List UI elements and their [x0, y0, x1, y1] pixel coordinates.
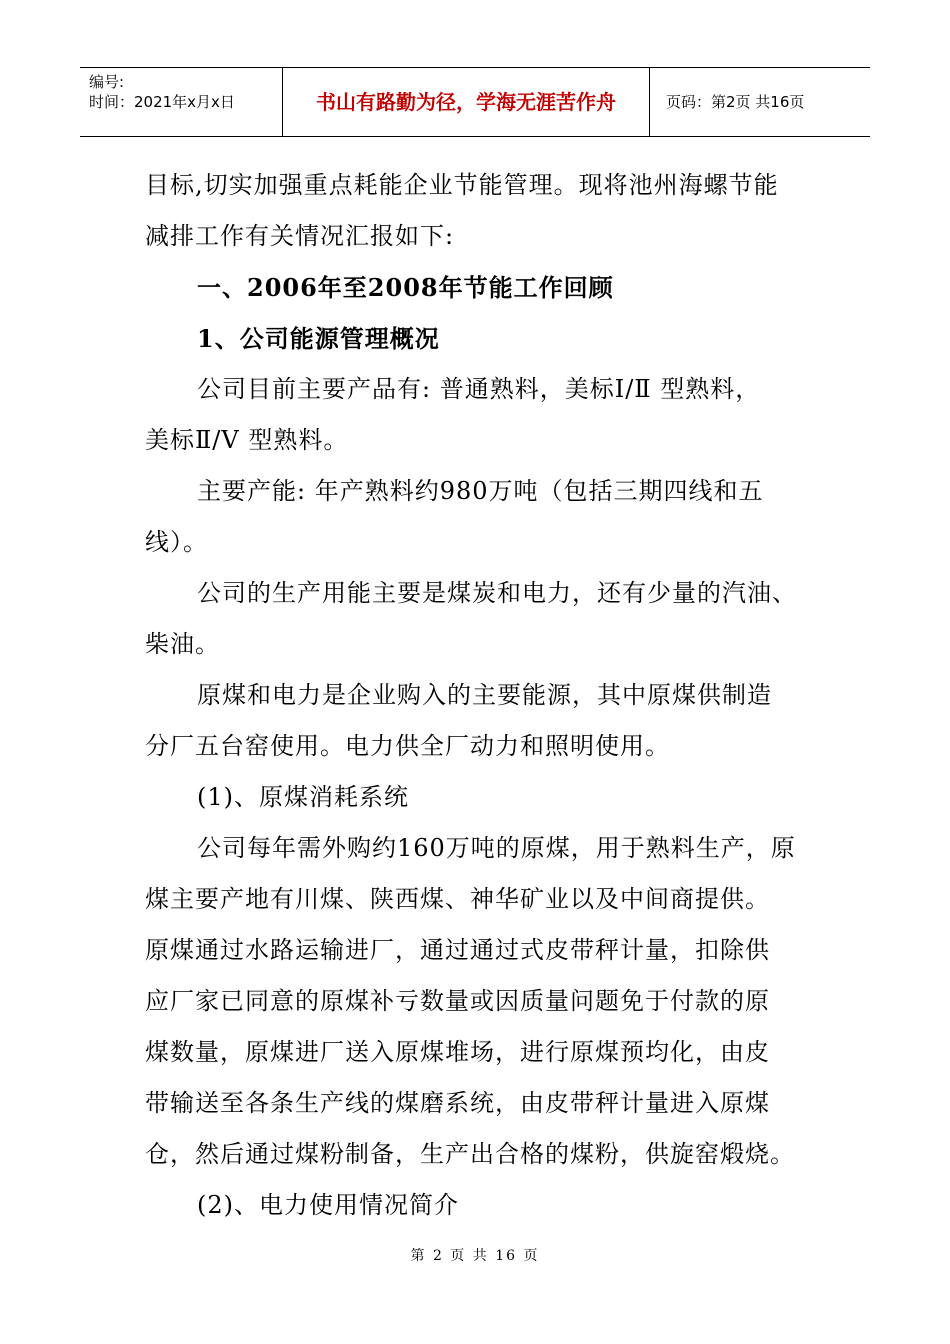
- body-line: 仓，然后通过煤粉制备，生产出合格的煤粉，供旋窑煅烧。: [145, 1140, 795, 1168]
- item-heading: (2)、电力使用情况简介: [197, 1191, 459, 1219]
- body-line: 主要产能: 年产熟料约980万吨（包括三期四线和五: [197, 477, 764, 505]
- date-label: 时间：2021年x月x日: [89, 93, 235, 111]
- subsection-heading: 1、公司能源管理概况: [197, 324, 440, 353]
- doc-number-label: 编号:: [89, 73, 125, 91]
- body-line: 分厂五台窑使用。电力供全厂动力和照明使用。: [145, 732, 670, 760]
- body-line: 柴油。: [145, 630, 220, 658]
- body-line: 煤数量，原煤进厂送入原煤堆场，进行原煤预均化，由皮: [145, 1038, 770, 1066]
- body-line: 线）。: [145, 528, 208, 556]
- body-line: 减排工作有关情况汇报如下:: [145, 222, 455, 250]
- page-header: [80, 67, 870, 137]
- body-line: 目标,切实加强重点耗能企业节能管理。现将池州海螺节能: [145, 171, 779, 199]
- header-page-info: 页码：第2页 共16页: [666, 93, 805, 111]
- body-line: 煤主要产地有川煤、陕西煤、神华矿业以及中间商提供。: [145, 885, 770, 913]
- body-line: 公司目前主要产品有: 普通熟料，美标Ⅰ/Ⅱ 型熟料，: [197, 375, 761, 403]
- body-line: 美标Ⅱ/Ⅴ 型熟料。: [145, 426, 349, 454]
- body-line: 原煤通过水路运输进厂，通过通过式皮带秤计量，扣除供: [145, 936, 770, 964]
- body-line: 公司每年需外购约160万吨的原煤，用于熟料生产，原: [197, 834, 796, 862]
- header-motto: 书山有路勤为径，学海无涯苦作舟: [282, 68, 650, 136]
- body-line: 公司的生产用能主要是煤炭和电力，还有少量的汽油、: [197, 579, 797, 607]
- body-line: 应厂家已同意的原煤补亏数量或因质量问题免于付款的原: [145, 987, 770, 1015]
- header-meta: [80, 68, 282, 136]
- section-heading: 一、2006年至2008年节能工作回顾: [197, 273, 614, 302]
- page-footer: 第 2 页 共 16 页: [410, 1248, 540, 1264]
- body-line: 原煤和电力是企业购入的主要能源，其中原煤供制造: [197, 681, 772, 709]
- body-line: 带输送至各条生产线的煤磨系统，由皮带秤计量进入原煤: [145, 1089, 770, 1117]
- item-heading: (1)、原煤消耗系统: [197, 783, 409, 811]
- document-body: [145, 160, 810, 1231]
